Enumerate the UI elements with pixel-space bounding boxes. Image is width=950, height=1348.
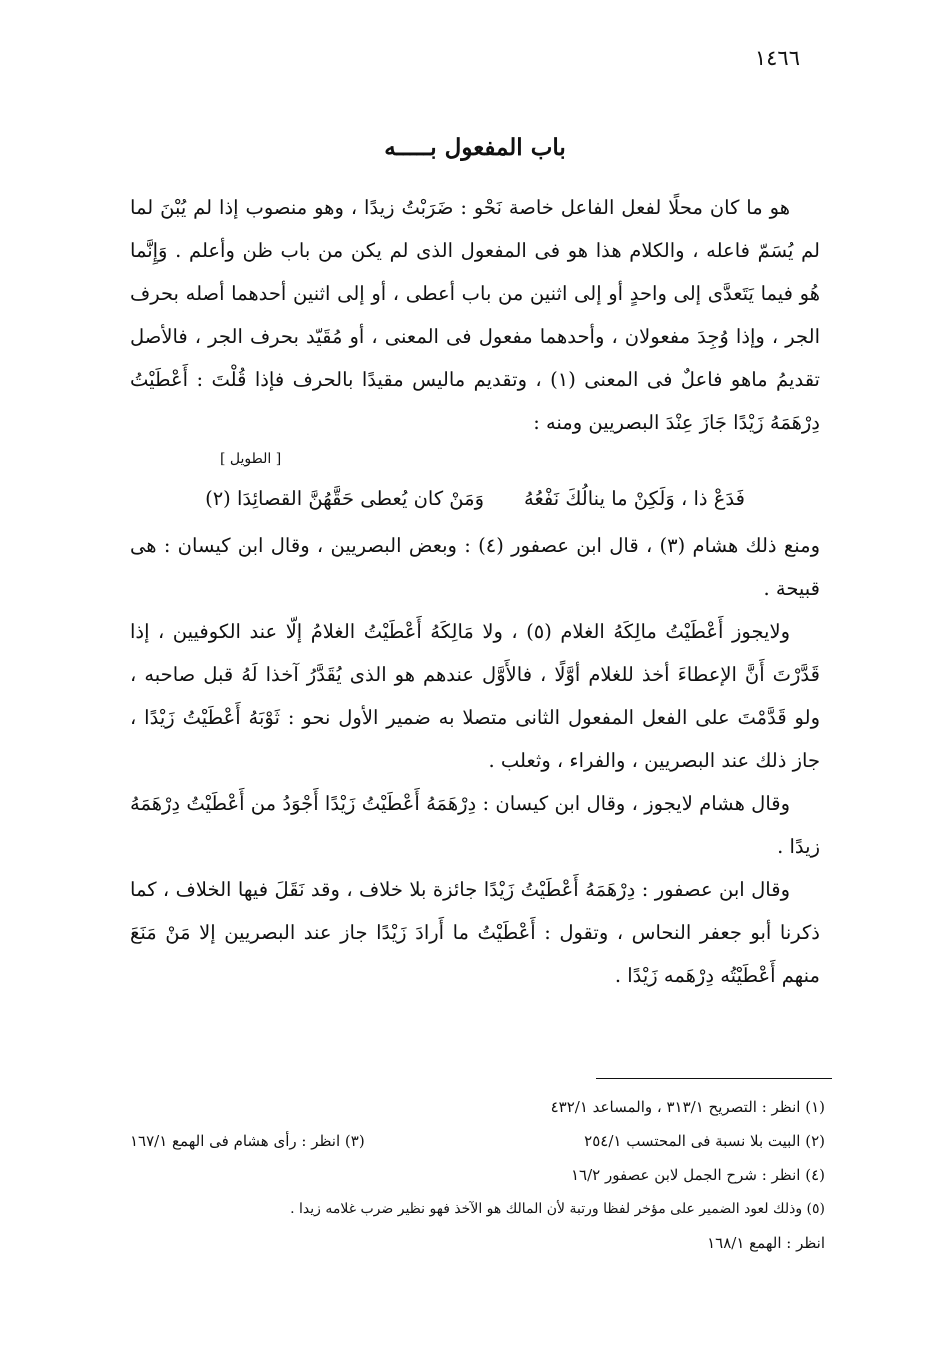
poetic-meter-label: [ الطويل ] xyxy=(220,451,282,467)
paragraph-ibn-kaysan: وقال هشام لايجوز ، وقال ابن كيسان : دِرْهَمَهُ أَعْطَيْتُ زَيْدًا أَجْوَدُ من أَعْطَيْتُ دِرْهَمَهُ زيدًا . xyxy=(130,792,820,858)
poetry-verse xyxy=(130,474,820,524)
paragraph-kufiyin: ولايجوز أَعْطَيْتُ مالِكَهُ الغلام (٥) ، ولا مَالِكَهُ أَعْطَيْتُ الغلامُ إلّا عند الكوفيين ، إذا قَدَّرْتَ أَنَّ الإعطاءَ أخذ للغلام أوَّلًا ، فالأَوَّل عندهم هو الذى يُقَدَّرُ آخذا لَهُ قبل صاحبه ، ولو قَدَّمْتَ على الفعل المفعول الثانى متصلا به ضمير الأول نحو : ثَوْبَهُ أَعْطَيْتُ زَيْدًا ، جاز ذلك عند البصريين ، والفراء ، وثعلب . xyxy=(130,620,820,772)
footnote-4: (٤) انظر : شرح الجمل لابن عصفور ١٦/٢ xyxy=(570,1166,825,1184)
paragraph-hisham: ومنع ذلك هشام (٣) ، قال ابن عصفور (٤) : وبعض البصريين ، وقال ابن كيسان : هى قبيحة . xyxy=(130,534,820,600)
footnote-2: (٢) البيت بلا نسبة فى المحتسب ٢٥٤/١ xyxy=(584,1132,825,1150)
page-number: ١٤٦٦ xyxy=(754,46,800,70)
chapter-title: باب المفعول بـــــه xyxy=(384,134,566,161)
paragraph-ibn-usfur: وقال ابن عصفور : دِرْهَمَهُ أَعْطَيْتُ زَيْدًا جائزة بلا خلاف ، وقد نَقَلَ فيها الخلاف ، كما ذكرنا أبو جعفر النحاس ، وتقول : أَعْطَيْتُ ما أَرادَ زَيْدًا جاز عند البصريين إلا مَنْ مَنَعَ منهم أَعْطَيْتُه دِرْهَمه زَيْدًا . xyxy=(130,878,820,987)
footnotes xyxy=(130,1090,825,1260)
footnote-3: (٣) انظر : رأى هشام فى الهمع ١٦٧/١ xyxy=(130,1132,365,1150)
footnote-5-continuation: انظر : الهمع ١٦٨/١ xyxy=(707,1234,825,1252)
footnote-1: (١) انظر : التصريح ٣١٣/١ ، والمساعد ٤٣٢/١ xyxy=(550,1098,825,1116)
verse-first-hemistich: فَدَعْ ذا ، وَلَكِنْ ما ينالُكَ نَفْعُهُ xyxy=(524,487,745,510)
footnote-5: (٥) وذلك لعود الضمير على مؤخر لفظا ورتبة لأن المالك هو الآخذ فهو نظير ضرب غلامه زيدا . xyxy=(290,1201,825,1217)
paragraph-definition: هو ما كان محلًا لفعل الفاعل خاصة نَحْو : ضَرَبْتُ زيدًا ، وهو منصوب إذا لم يُبْنَ لما لم يُسَمّ فاعله ، والكلام هذا هو فى المفعول الذى لم يكن من باب ظن وأعلم . وَإِنَّما هُو فيما يَتَعدَّى إلى واحدٍ أو إلى اثنين من باب أعطى ، أو إلى اثنين أحدهما أصله بحرف الجر ، وإذا وُجِدَ مفعولان ، وأحدهما مفعول فى المعنى ، أو مُقَيّد بحرف الجر ، فالأصل تقديمُ ماهو فاعلٌ فى المعنى (١) ، وتقديم ماليس مقيدًا بالحرف فإذا قُلْتَ : أَعْطَيْتُ دِرْهَمَهُ زَيْدًا جَازَ عِنْدَ البصريين ومنه : xyxy=(130,196,820,434)
footnote-divider xyxy=(596,1078,832,1079)
main-text xyxy=(130,186,820,997)
footnote-row-2-3 xyxy=(130,1124,825,1158)
verse-second-hemistich: وَمَنْ كان يُعطى حَقَّهُنَّ القصائِدَا (٢) xyxy=(205,487,485,510)
